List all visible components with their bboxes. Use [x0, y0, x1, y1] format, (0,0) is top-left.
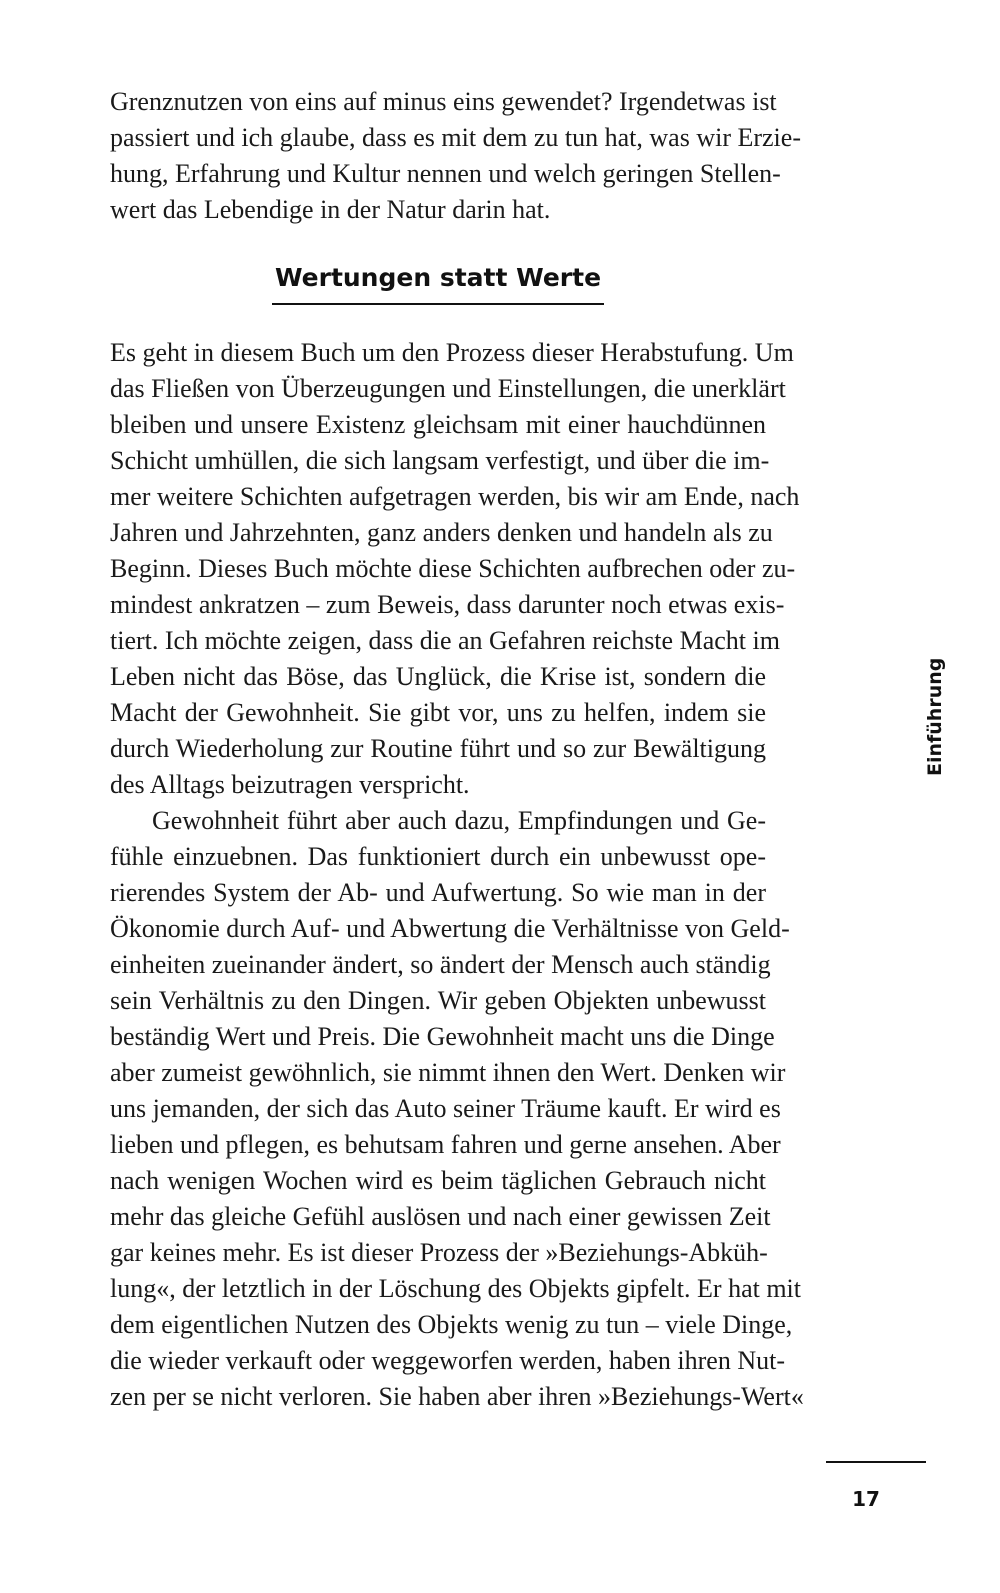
text-line: zen per se nicht verloren. Sie haben aber ihren »Beziehungs-Wert«	[110, 1382, 804, 1411]
text-line: dem eigentlichen Nutzen des Objekts wenig zu tun – viele Dinge,	[110, 1310, 793, 1339]
text-line: fühle einzuebnen. Das funktioniert durch ein unbewusst ope-	[110, 842, 766, 871]
text-line: einheiten zueinander ändert, so ändert der Mensch auch ständig	[110, 950, 771, 979]
text-line: Gewohnheit führt aber auch dazu, Empfindungen und Ge-	[152, 806, 766, 835]
text-line: Leben nicht das Böse, das Unglück, die Krise ist, sondern die	[110, 662, 766, 691]
text-line: mer weitere Schichten aufgetragen werden, bis wir am Ende, nach	[110, 482, 800, 511]
text-line: durch Wiederholung zur Routine führt und so zur Bewältigung	[110, 734, 766, 763]
section-heading: Wertungen statt Werte	[274, 263, 602, 292]
text-line: Es geht in diesem Buch um den Prozess dieser Herabstufung. Um	[110, 338, 794, 367]
text-line: aber zumeist gewöhnlich, sie nimmt ihnen den Wert. Denken wir	[110, 1058, 786, 1087]
text-line: rierendes System der Ab- und Aufwertung. So wie man in der	[110, 878, 766, 907]
text-line: tiert. Ich möchte zeigen, dass die an Gefahren reichste Macht im	[110, 626, 780, 655]
text-line: nach wenigen Wochen wird es beim täglichen Gebrauch nicht	[110, 1166, 766, 1195]
heading-underline	[272, 303, 604, 305]
text-line: Beginn. Dieses Buch möchte diese Schichten aufbrechen oder zu-	[110, 554, 796, 583]
text-line: das Fließen von Überzeugungen und Einstellungen, die unerklärt	[110, 374, 786, 403]
chapter-side-label: Einführung	[924, 657, 946, 776]
text-line: mehr das gleiche Gefühl auslösen und nach einer gewissen Zeit	[110, 1202, 771, 1231]
text-line: Macht der Gewohnheit. Sie gibt vor, uns zu helfen, indem sie	[110, 698, 766, 727]
text-line: hung, Erfahrung und Kultur nennen und welch geringen Stellen-	[110, 159, 781, 188]
text-line: lung«, der letztlich in der Löschung des Objekts gipfelt. Er hat mit	[110, 1274, 802, 1303]
text-line: passiert und ich glaube, dass es mit dem zu tun hat, was wir Erzie-	[110, 123, 801, 152]
text-line: beständig Wert und Preis. Die Gewohnheit macht uns die Dinge	[110, 1022, 775, 1051]
footer-rule	[826, 1461, 926, 1463]
text-line: Schicht umhüllen, die sich langsam verfestigt, und über die im-	[110, 446, 770, 475]
text-line: mindest ankratzen – zum Beweis, dass darunter noch etwas exis-	[110, 590, 785, 619]
text-line: Jahren und Jahrzehnten, ganz anders denken und handeln als zu	[110, 518, 773, 547]
text-line: Grenznutzen von eins auf minus eins gewendet? Irgendetwas ist	[110, 87, 777, 116]
text-line: lieben und pflegen, es behutsam fahren und gerne ansehen. Aber	[110, 1130, 781, 1159]
text-line: bleiben und unsere Existenz gleichsam mit einer hauchdünnen	[110, 410, 766, 439]
text-line: die wieder verkauft oder weggeworfen werden, haben ihren Nut-	[110, 1346, 785, 1375]
text-line: sein Verhältnis zu den Dingen. Wir geben Objekten unbewusst	[110, 986, 766, 1015]
text-line: des Alltags beizutragen verspricht.	[110, 770, 470, 799]
page-number: 17	[852, 1487, 880, 1511]
text-line: wert das Lebendige in der Natur darin hat.	[110, 195, 551, 224]
text-line: Ökonomie durch Auf- und Abwertung die Verhältnisse von Geld-	[110, 914, 790, 943]
text-line: gar keines mehr. Es ist dieser Prozess der »Beziehungs-Abküh-	[110, 1238, 768, 1267]
text-line: uns jemanden, der sich das Auto seiner Träume kauft. Er wird es	[110, 1094, 781, 1123]
